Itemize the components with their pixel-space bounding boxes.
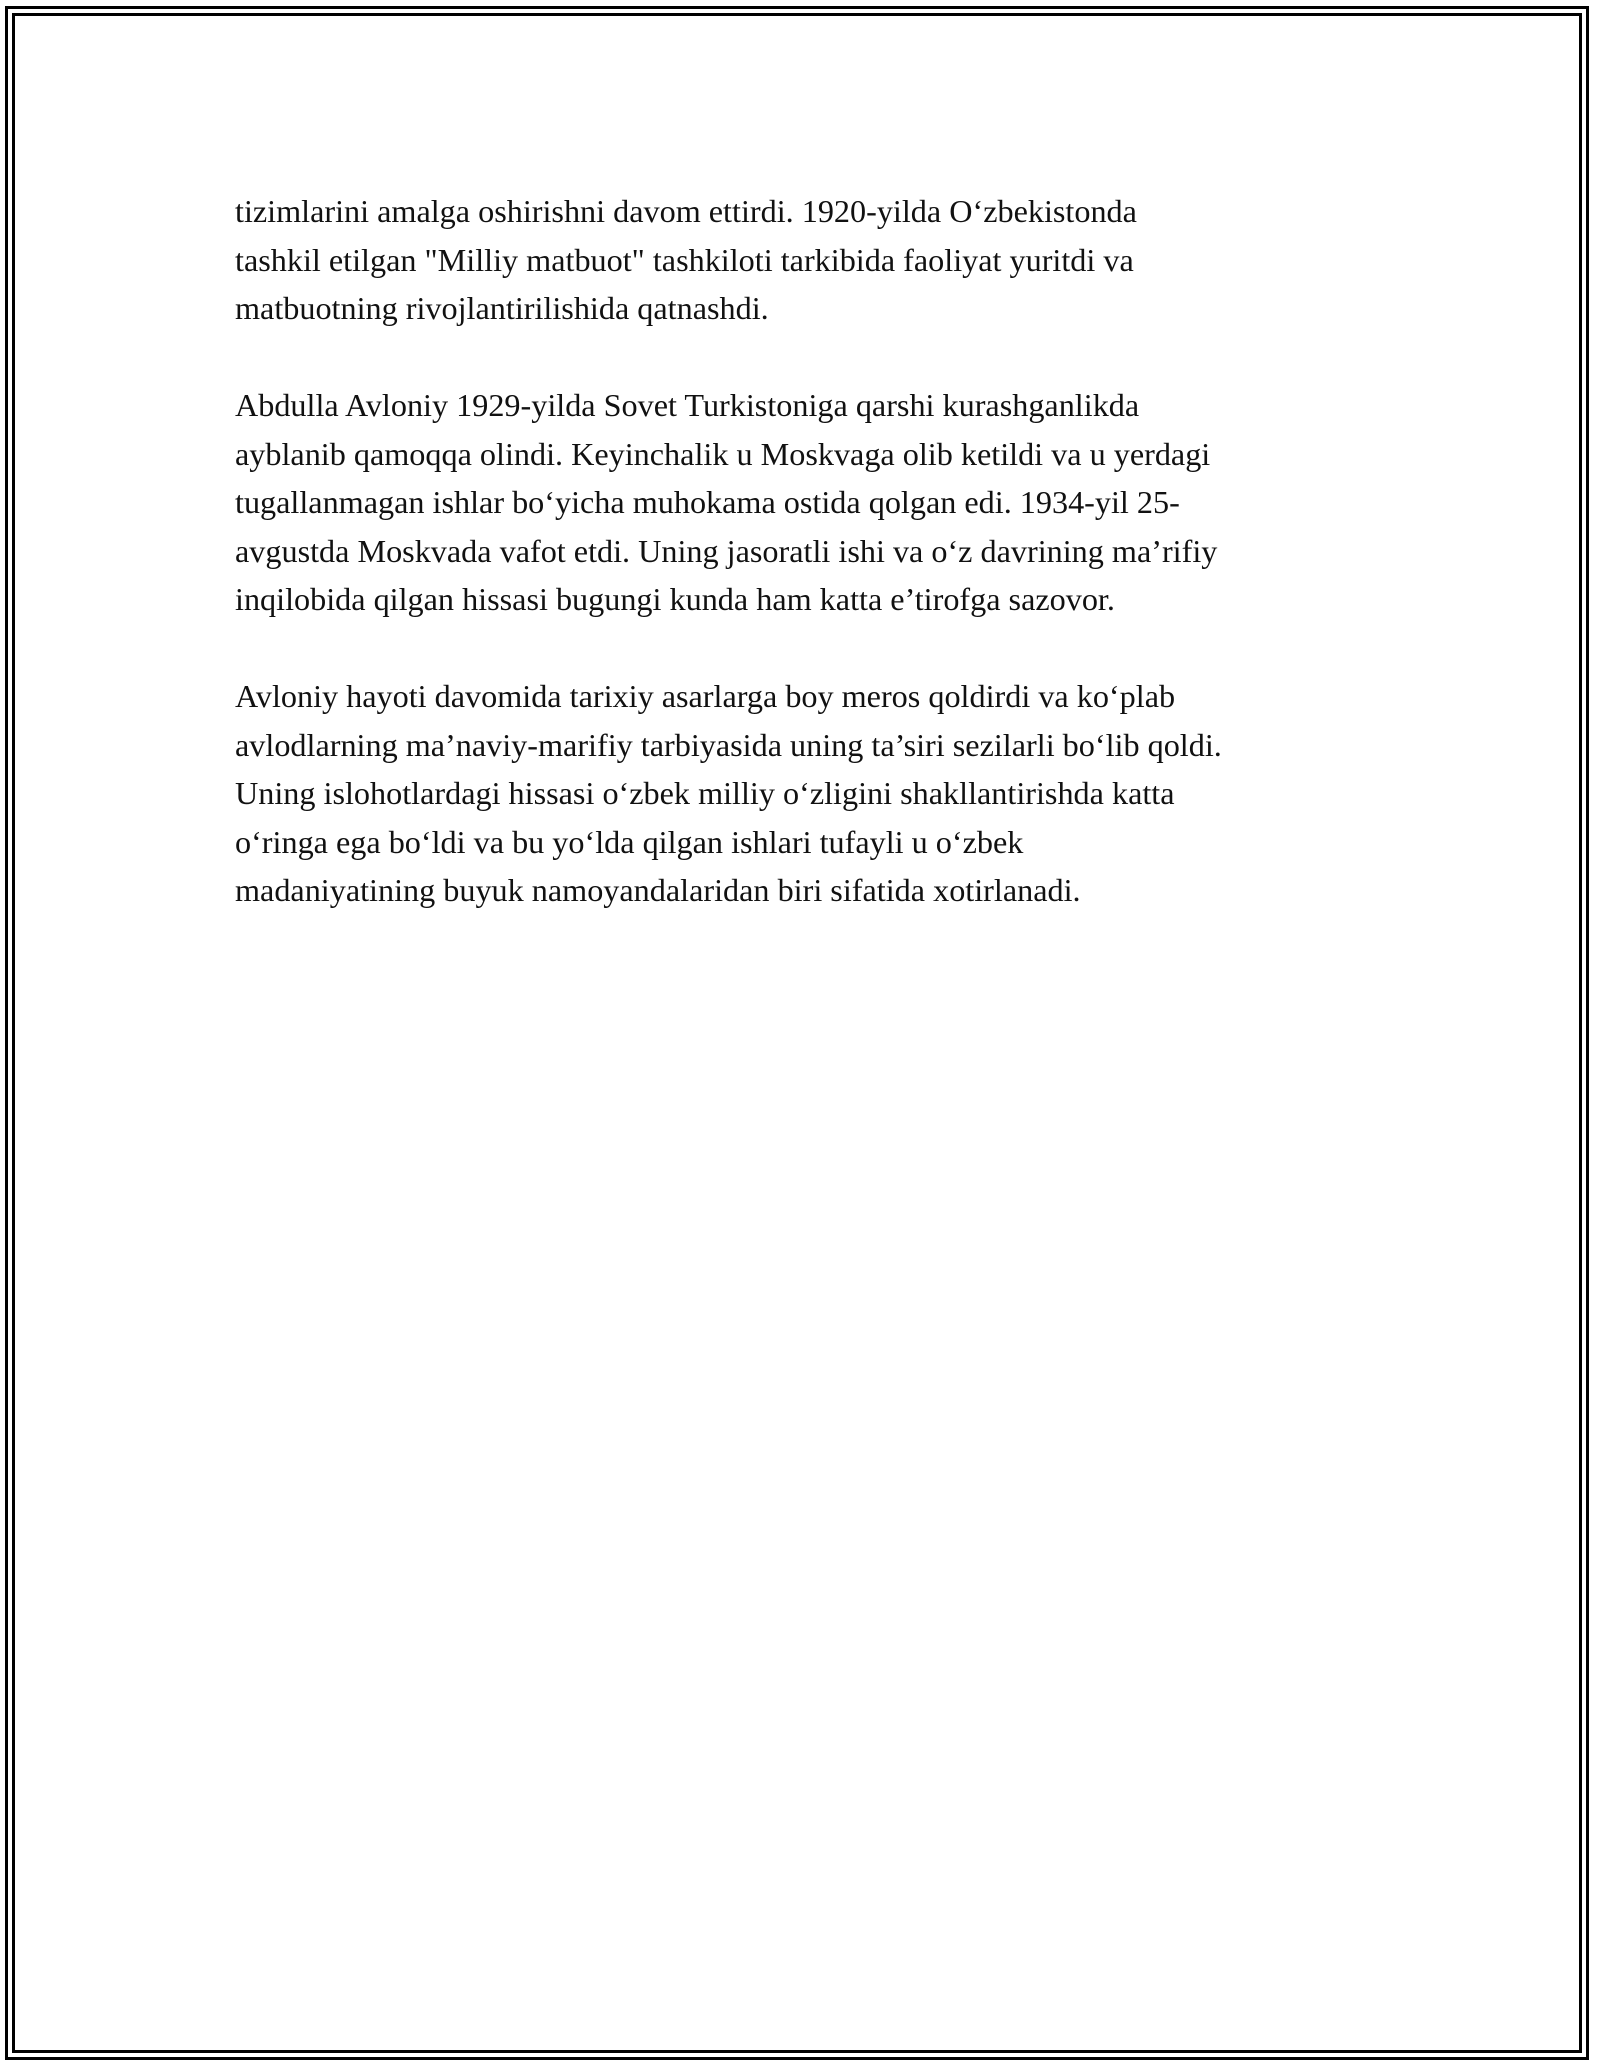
text-line: tashkil etilgan "Milliy matbuot" tashkiloti tarkibida faoliyat yuritdi va — [235, 241, 1134, 278]
document-body — [235, 187, 1375, 963]
text-line: avlodlarning ma’naviy-marifiy tarbiyasida uning ta’siri sezilarli bo‘lib qoldi. — [235, 726, 1222, 763]
text-line: inqilobida qilgan hissasi bugungi kunda ham katta e’tirofga sazovor. — [235, 581, 1115, 617]
text-line: matbuotning rivojlantirilishida qatnashdi. — [235, 290, 769, 326]
text-line: madaniyatining buyuk namoyandalaridan biri sifatida xotirlanadi. — [235, 872, 1081, 908]
text-line: Abdulla Avloniy 1929-yilda Sovet Turkistoniga qarshi kurashganlikda — [235, 387, 1140, 423]
paragraph-1 — [235, 187, 1375, 333]
text-line: ayblanib qamoqqa olindi. Keyinchalik u Moskvaga olib ketildi va u yerdagi — [235, 435, 1211, 472]
paragraph-3 — [235, 672, 1375, 915]
text-line: Uning islohotlardagi hissasi o‘zbek milliy o‘zligini shakllantirishda katta — [235, 775, 1175, 811]
text-line: tizimlarini amalga oshirishni davom ettirdi. 1920-yilda O‘zbekistonda — [235, 193, 1137, 229]
text-line: tugallanmagan ishlar bo‘yicha muhokama ostida qolgan edi. 1934-yil 25- — [235, 484, 1180, 520]
paragraph-2 — [235, 381, 1375, 624]
text-line: avgustda Moskvada vafot etdi. Uning jasoratli ishi va o‘z davrining ma’rifiy — [235, 532, 1218, 569]
text-line: Avloniy hayoti davomida tarixiy asarlarga boy meros qoldirdi va ko‘plab — [235, 678, 1176, 714]
text-line: o‘ringa ega bo‘ldi va bu yo‘lda qilgan ishlari tufayli u o‘zbek — [235, 823, 1024, 860]
